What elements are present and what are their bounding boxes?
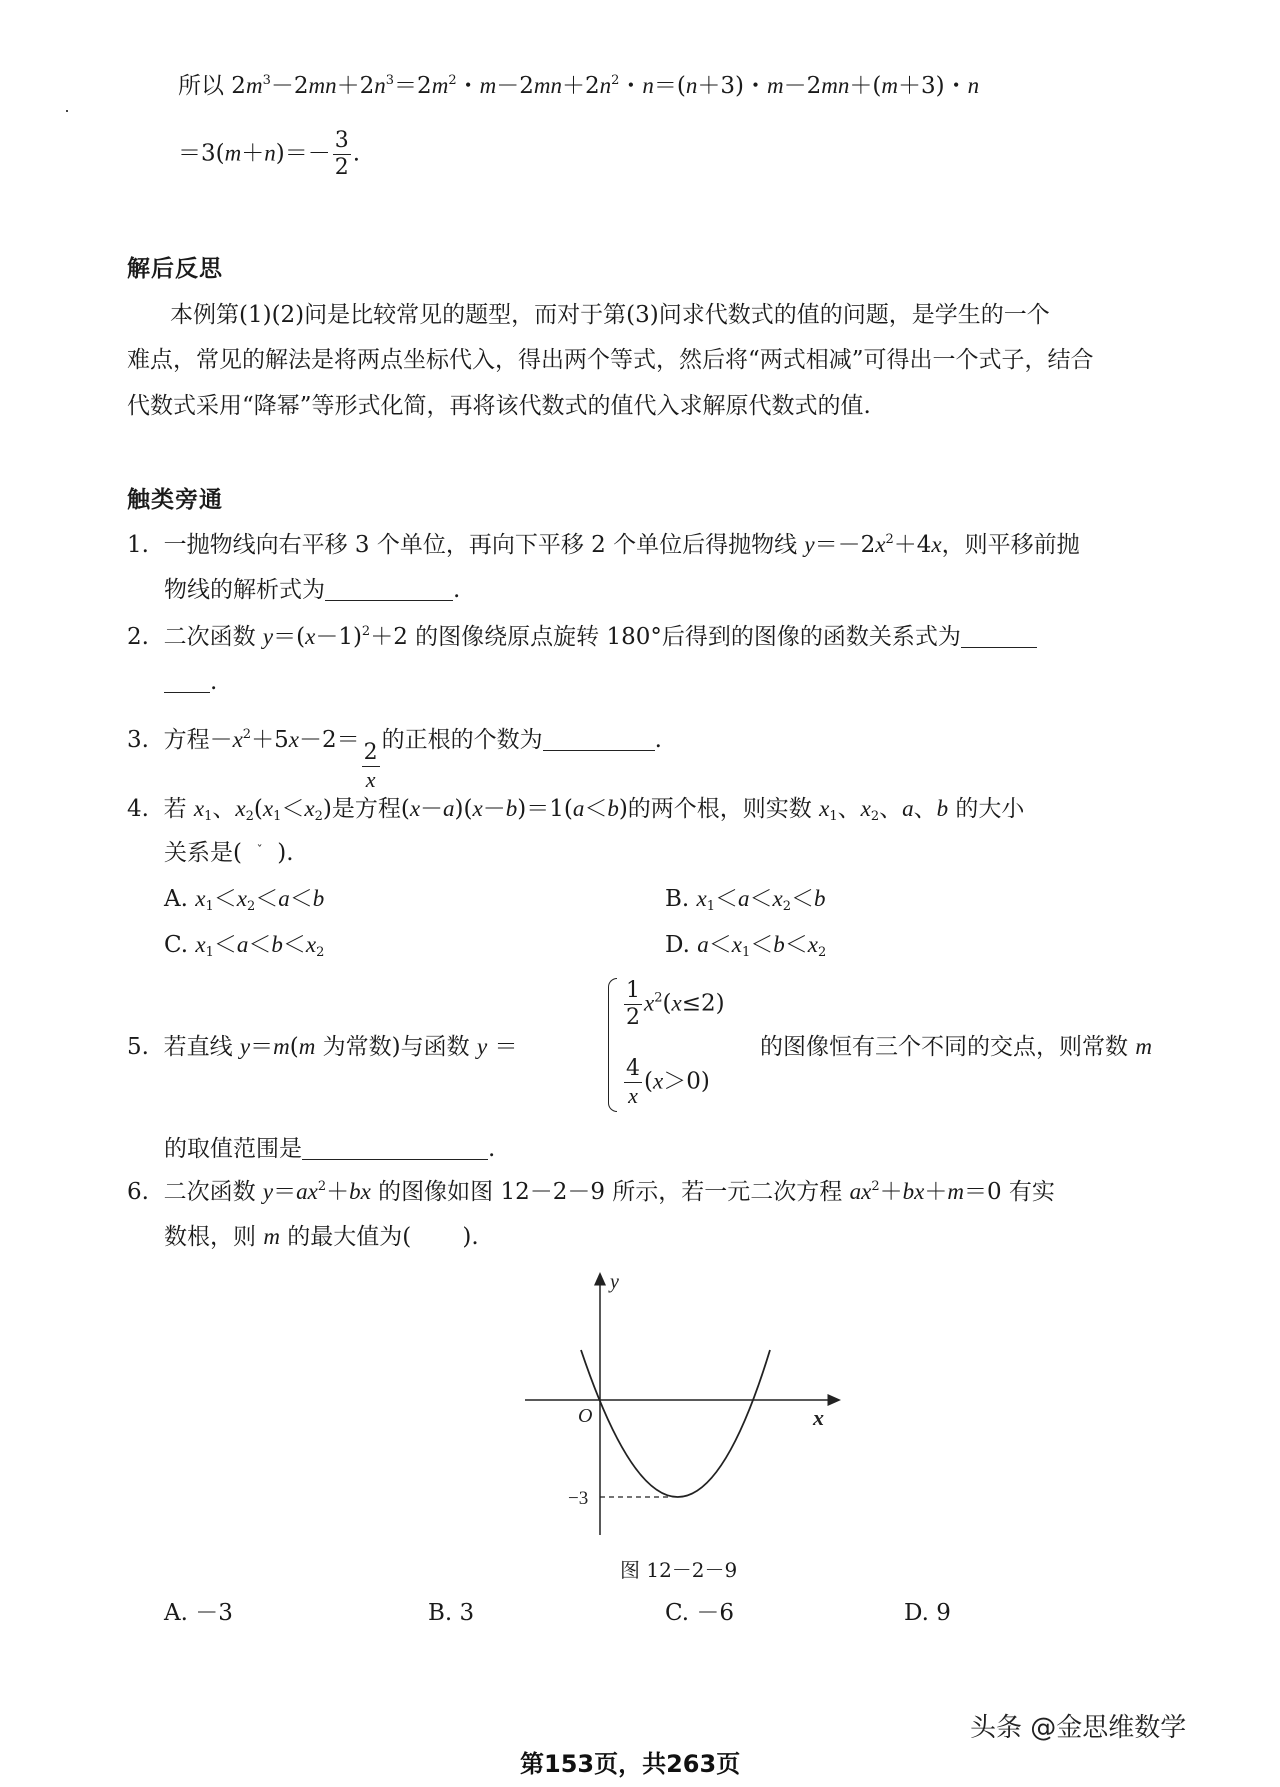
question-5-line-1: 5. 若直线 y＝m(m 为常数)与函数 y ＝ <box>127 1034 518 1060</box>
piecewise-case-1: $\frac{1}{2}$ $x^2(x\le 2)$ <box>626 978 725 1030</box>
answer-blank-continued[interactable] <box>164 670 210 693</box>
question-6-line-2: 数根，则 m 的最大值为( ). <box>164 1224 479 1250</box>
question-2-line-1: 2. 二次函数 $y=(x-1)^2+2$ 的图像绕原点旋转 180°后得到的图像的函数关系式为 <box>127 625 1037 649</box>
fraction: $\frac{4}{x}$ <box>626 1056 640 1108</box>
answer-blank[interactable] <box>302 1137 488 1160</box>
x-axis-label: x <box>813 1405 824 1430</box>
page-footer: 第153页，共263页 <box>520 1750 741 1778</box>
y-axis-label: y <box>610 1271 619 1293</box>
option-4a[interactable]: A. $x_1<x_2<a<b$ <box>164 886 325 914</box>
answer-blank[interactable] <box>325 578 453 601</box>
fraction: $\frac{2}{x}$ <box>363 740 378 792</box>
option-6d[interactable]: D. 9 <box>904 1600 951 1626</box>
question-5-tail: 的图像恒有三个不同的交点，则常数 m <box>760 1034 1152 1060</box>
top-formula-line-1: 所以 $2m^3-2mn+2n^3=2m^2$・$m-2mn+2n^2$・n＝(n＋3)・m－2mn＋(m＋3)・n <box>178 73 980 99</box>
option-4c[interactable]: C. $x_1<a<b<x_2$ <box>164 932 325 960</box>
fraction: $\frac{1}{2}$ <box>626 978 640 1030</box>
watermark: 头条 @金思维数学 <box>970 1713 1187 1743</box>
piecewise-brace <box>608 978 617 1112</box>
origin-label: O <box>578 1405 593 1427</box>
question-1-line-2: 物线的解析式为 . <box>164 577 461 603</box>
figure-caption: 图 12－2－9 <box>620 1558 738 1582</box>
answer-blank[interactable] <box>961 625 1037 648</box>
option-4d[interactable]: D. $a<x_1<b<x_2$ <box>665 932 827 960</box>
answer-blank[interactable] <box>543 728 655 751</box>
piecewise-case-2: $\frac{4}{x}$ (x＞0) <box>626 1056 710 1108</box>
question-5-line-2: 的取值范围是 . <box>164 1136 496 1162</box>
question-4-line-1: 4. 若 $x_1$、$x_2(x_1<x_2)$是方程(x－a)(x－b)＝1(a＜b)的两个根，则实数 $x_1$、$x_2$、a、b 的大小 <box>127 796 1025 824</box>
option-6b[interactable]: B. 3 <box>428 1600 475 1626</box>
top-formula-line-2: ＝3(m＋n)＝－ $\frac{3}{2}$ . <box>178 128 361 180</box>
question-3: 3. 方程$-x^2+5x-2=$ $\frac{2}{x}$ 的正根的个数为 . <box>127 727 662 792</box>
question-1-line-1: 1. 一抛物线向右平移 3 个单位，再向下平移 2 个单位后得抛物线 $y=-2x^2+4x$，则平移前抛 <box>127 532 1080 558</box>
parabola-figure <box>500 1270 860 1550</box>
parabola-curve <box>581 1350 770 1497</box>
option-4b[interactable]: B. $x_1<a<x_2<b$ <box>665 886 826 914</box>
option-6a[interactable]: A. －3 <box>164 1600 233 1626</box>
question-6-line-1: 6. 二次函数 $y=ax^2+bx$ 的图像如图 12－2－9 所示，若一元二次方程 $ax^2+bx+m=0$ 有实 <box>127 1179 1055 1205</box>
reflection-paragraph-line-3: 代数式采用“降幂”等形式化简，再将该代数式的值代入求解原代数式的值. <box>127 393 871 419</box>
option-6c[interactable]: C. －6 <box>665 1600 735 1626</box>
question-2-line-2: . <box>164 670 217 694</box>
reflection-heading: 解后反思 <box>127 256 223 282</box>
min-value-label: −3 <box>568 1488 589 1509</box>
question-4-line-2: 关系是( $^ˇ$ ). <box>164 840 294 866</box>
fraction: $\frac{3}{2}$ <box>334 128 349 180</box>
practice-heading: 触类旁通 <box>127 487 223 513</box>
reflection-paragraph-line-1: 本例第(1)(2)问是比较常见的题型，而对于第(3)问求代数式的值的问题，是学生的一个 <box>170 302 1050 328</box>
reflection-paragraph-line-2: 难点，常见的解法是将两点坐标代入，得出两个等式，然后将“两式相减”可得出一个式子，结合 <box>127 347 1094 373</box>
